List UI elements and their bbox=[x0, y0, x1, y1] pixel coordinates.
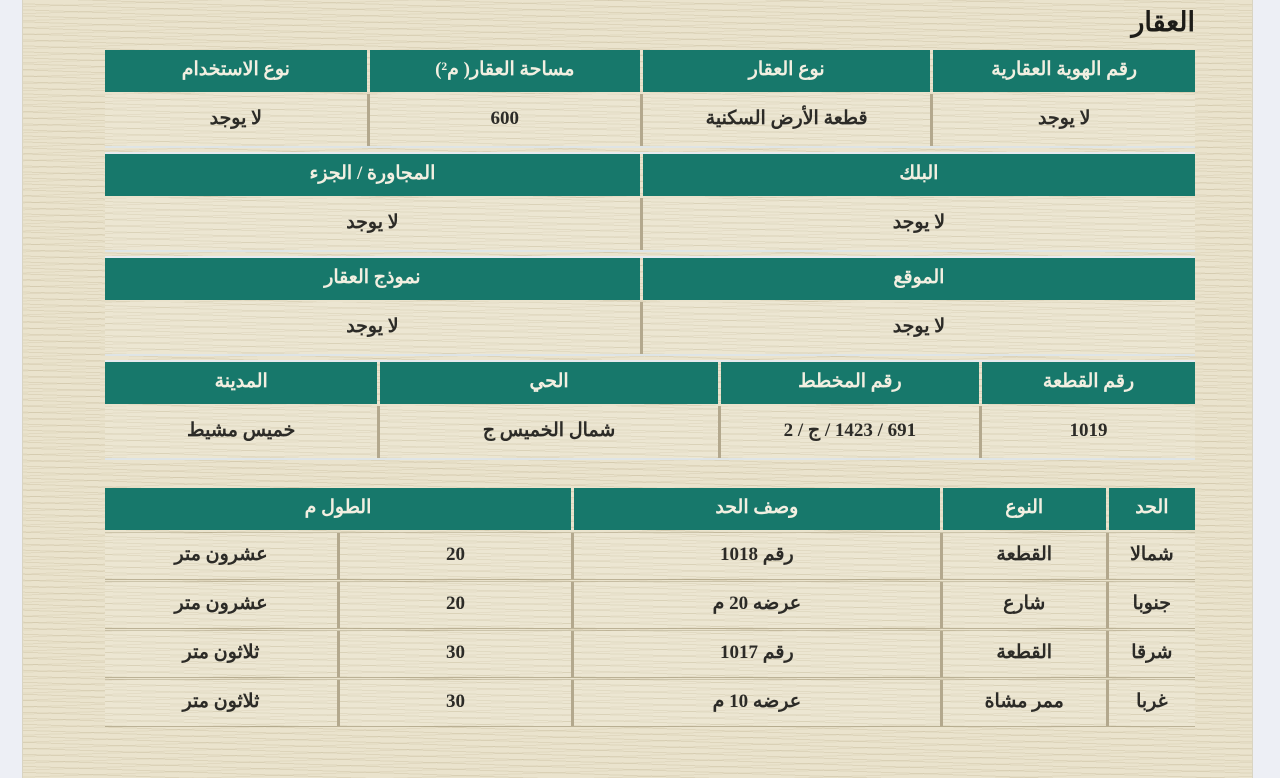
boundary-row-east bbox=[105, 631, 1195, 677]
boundary-length-value-cell: 20 bbox=[340, 533, 571, 579]
boundary-type-cell: ممر مشاة bbox=[943, 680, 1106, 726]
boundary-row-north bbox=[105, 533, 1195, 579]
boundaries-header-row bbox=[105, 488, 1195, 530]
property-id-header: رقم الهوية العقارية bbox=[933, 50, 1195, 92]
adjacent-part-header: المجاورة / الجزء bbox=[105, 154, 640, 196]
property-model-value: لا يوجد bbox=[105, 302, 640, 354]
location-value: لا يوجد bbox=[643, 302, 1195, 354]
boundary-description-cell: عرضه 10 م bbox=[574, 680, 940, 726]
boundary-length-value-cell: 30 bbox=[340, 680, 571, 726]
boundary-length-text-cell: ثلاثون متر bbox=[105, 680, 337, 726]
page-title: العقار bbox=[1131, 7, 1195, 37]
property-id-value: لا يوجد bbox=[933, 94, 1195, 146]
boundary-direction-cell: شمالا bbox=[1109, 533, 1195, 579]
boundary-row-south bbox=[105, 582, 1195, 628]
property-band-plot bbox=[105, 360, 1195, 458]
boundary-description-cell: رقم 1017 bbox=[574, 631, 940, 677]
property-table bbox=[105, 50, 1195, 458]
block-value: لا يوجد bbox=[643, 198, 1195, 250]
district-header: الحي bbox=[380, 362, 717, 404]
boundary-header: الحد bbox=[1109, 488, 1195, 530]
boundary-length-text-cell: عشرون متر bbox=[105, 533, 337, 579]
property-band-identity bbox=[105, 50, 1195, 146]
location-header: الموقع bbox=[643, 258, 1195, 300]
boundary-length-text-cell: عشرون متر bbox=[105, 582, 337, 628]
plan-number-header: رقم المخطط bbox=[721, 362, 979, 404]
right-page-margin bbox=[1252, 0, 1280, 778]
identity-header-row bbox=[105, 50, 1195, 92]
location-header-row bbox=[105, 258, 1195, 300]
boundary-direction-cell: غربا bbox=[1109, 680, 1195, 726]
plot-number-value: 1019 bbox=[982, 406, 1195, 458]
boundary-type-cell: القطعة bbox=[943, 533, 1106, 579]
boundary-description-header: وصف الحد bbox=[574, 488, 940, 530]
boundary-description-cell: عرضه 20 م bbox=[574, 582, 940, 628]
boundary-direction-cell: شرقا bbox=[1109, 631, 1195, 677]
boundary-type-cell: شارع bbox=[943, 582, 1106, 628]
block-value-row bbox=[105, 198, 1195, 250]
boundary-description-cell: رقم 1018 bbox=[574, 533, 940, 579]
identity-value-row bbox=[105, 94, 1195, 146]
boundary-type-cell: القطعة bbox=[943, 631, 1106, 677]
boundary-length-value-cell: 30 bbox=[340, 631, 571, 677]
plan-number-value: 691 / 1423 / ج / 2 bbox=[721, 406, 979, 458]
property-type-value: قطعة الأرض السكنية bbox=[643, 94, 931, 146]
property-area-header: مساحة العقار( م²) bbox=[370, 50, 640, 92]
property-model-header: نموذج العقار bbox=[105, 258, 640, 300]
plot-value-row bbox=[105, 406, 1195, 458]
boundary-length-header: الطول م bbox=[105, 488, 571, 530]
location-value-row bbox=[105, 302, 1195, 354]
usage-type-header: نوع الاستخدام bbox=[105, 50, 367, 92]
boundary-row-west bbox=[105, 680, 1195, 726]
block-header: البلك bbox=[643, 154, 1195, 196]
boundary-length-text-cell: ثلاثون متر bbox=[105, 631, 337, 677]
property-area-value: 600 bbox=[370, 94, 640, 146]
boundary-length-value-cell: 20 bbox=[340, 582, 571, 628]
left-page-margin bbox=[0, 0, 23, 778]
plot-header-row bbox=[105, 362, 1195, 404]
boundary-direction-cell: جنوبا bbox=[1109, 582, 1195, 628]
district-value: شمال الخميس ج bbox=[380, 406, 717, 458]
property-type-header: نوع العقار bbox=[643, 50, 931, 92]
plot-number-header: رقم القطعة bbox=[982, 362, 1195, 404]
property-band-location bbox=[105, 256, 1195, 354]
boundaries-table bbox=[105, 488, 1195, 726]
boundary-type-header: النوع bbox=[943, 488, 1106, 530]
document-content bbox=[105, 4, 1195, 726]
city-header: المدينة bbox=[105, 362, 377, 404]
city-value: خميس مشيط bbox=[105, 406, 377, 458]
adjacent-part-value: لا يوجد bbox=[105, 198, 640, 250]
property-band-block bbox=[105, 152, 1195, 250]
block-header-row bbox=[105, 154, 1195, 196]
usage-type-value: لا يوجد bbox=[105, 94, 367, 146]
